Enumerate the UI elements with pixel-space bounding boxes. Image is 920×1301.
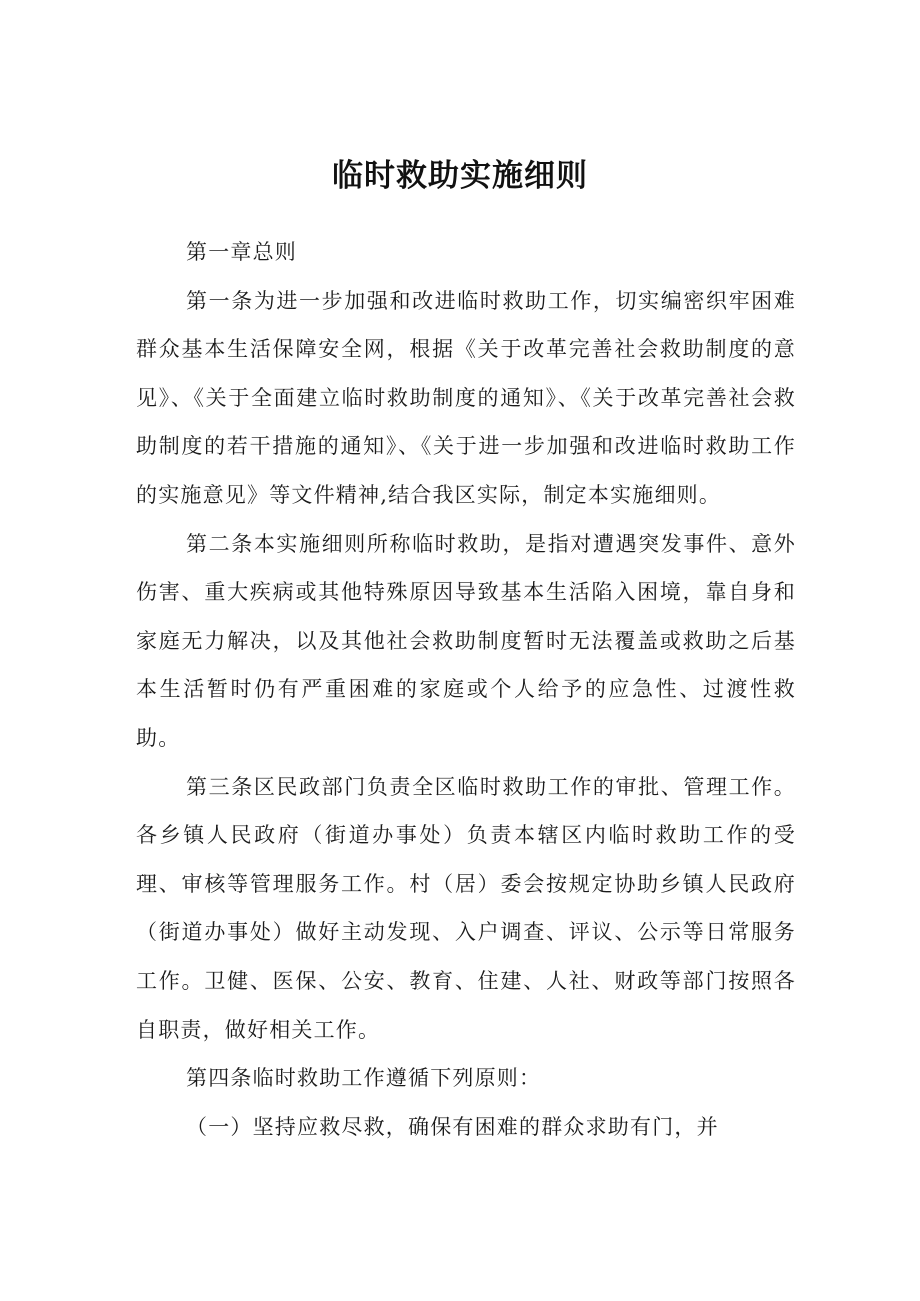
article-1-paragraph: 第一条为进一步加强和改进临时救助工作，切实编密织牢困难群众基本生活保障安全网，根据《关于改革完善社会救助制度的意见》、《关于全面建立临时救助制度的通知》、《关于改革完善社会救助制度的若干措施的通知》、《关于进一步加强和改进临时救助工作的实施意见》等文件精神,结合我区实际，制定本实施细则。 bbox=[136, 288, 796, 507]
chapter-heading: 第一章总则 bbox=[186, 240, 297, 264]
document-title: 临时救助实施细则 bbox=[332, 158, 588, 194]
article-4-paragraph: 第四条临时救助工作遵循下列原则： bbox=[186, 1066, 542, 1091]
principle-1-paragraph: （一）坚持应救尽救，确保有困难的群众求助有门，并 bbox=[186, 1114, 719, 1139]
article-3-paragraph: 第三条区民政部门负责全区临时救助工作的审批、管理工作。各乡镇人民政府（街道办事处）负责本辖区内临时救助工作的受理、审核等管理服务工作。村（居）委会按规定协助乡镇人民政府（街道办事处）做好主动发现、入户调查、评议、公示等日常服务工作。卫健、医保、公安、教育、住建、人社、财政等部门按照各自职责，做好相关工作。 bbox=[136, 774, 796, 1042]
document-body bbox=[136, 228, 796, 1151]
article-2-paragraph: 第二条本实施细则所称临时救助，是指对遭遇突发事件、意外伤害、重大疾病或其他特殊原因导致基本生活陷入困境，靠自身和家庭无力解决，以及其他社会救助制度暂时无法覆盖或救助之后基本生活暂时仍有严重困难的家庭或个人给予的应急性、过渡性救助。 bbox=[136, 531, 796, 750]
